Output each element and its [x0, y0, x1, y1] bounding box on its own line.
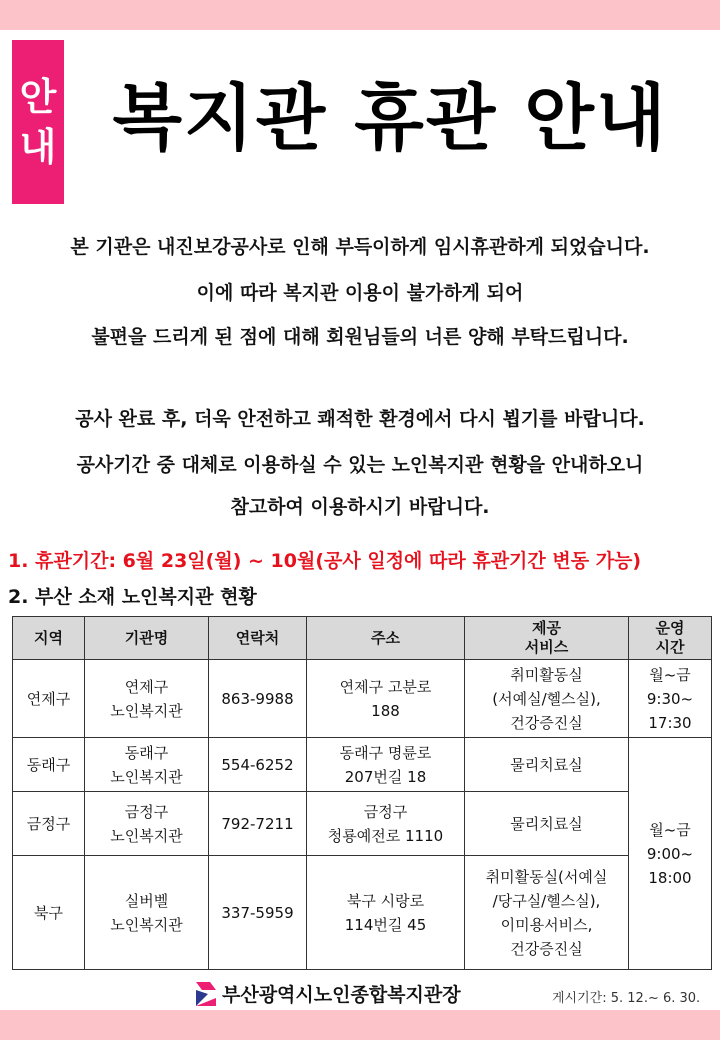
center-name-cell: 연제구 노인복지관: [85, 660, 209, 738]
phone-cell: 792-7211: [209, 792, 307, 856]
shared-hours-cell: 월~금 9:00~ 18:00: [629, 738, 712, 970]
center-name-cell: 실버벨 노인복지관: [85, 856, 209, 970]
phone-cell: 337-5959: [209, 856, 307, 970]
header-region: 지역: [13, 617, 85, 660]
table-row: [13, 792, 712, 856]
top-pink-band: [0, 0, 720, 30]
posting-period: 게시기간: 5. 12.~ 6. 30.: [552, 991, 701, 1006]
service-cell: 물리치료실: [465, 792, 629, 856]
address-cell: 연제구 고분로 188: [307, 660, 465, 738]
table-row: [13, 738, 712, 792]
closure-period: 1. 휴관기간: 6월 23일(월) ~ 10월(공사 일정에 따라 휴관기간 변동 가능): [8, 550, 642, 572]
table-row: [13, 660, 712, 738]
service-cell: 취미활동실 (서예실/헬스실), 건강증진실: [465, 660, 629, 738]
guide-line-1: 공사 완료 후, 더욱 안전하고 쾌적한 환경에서 다시 뵙기를 바랍니다.: [75, 408, 645, 430]
center-name-cell: 동래구 노인복지관: [85, 738, 209, 792]
notice-tag-char-1: 안: [19, 75, 57, 119]
bottom-pink-band: [0, 1010, 720, 1040]
guide-line-2: 공사기간 중 대체로 이용하실 수 있는 노인복지관 현황을 안내하오니: [76, 454, 644, 476]
region-cell: 금정구: [13, 792, 85, 856]
notice-tag: [12, 40, 64, 204]
intro-line-2: 이에 따라 복지관 이용이 불가하게 되어: [196, 282, 524, 304]
table-header-row: [13, 617, 712, 660]
header-service: 제공 서비스: [465, 617, 629, 660]
header-name: 기관명: [85, 617, 209, 660]
region-cell: 동래구: [13, 738, 85, 792]
organization-name: 부산광역시노인종합복지관장: [222, 984, 461, 1006]
phone-cell: 554-6252: [209, 738, 307, 792]
address-cell: 동래구 명륜로 207번길 18: [307, 738, 465, 792]
table-heading: 2. 부산 소재 노인복지관 현황: [8, 586, 257, 608]
welfare-center-table: [12, 616, 712, 970]
page-title: 복지관 휴관 안내: [112, 76, 668, 160]
intro-line-3: 불편을 드리게 된 점에 대해 회원님들의 너른 양해 부탁드립니다.: [91, 326, 629, 348]
phone-cell: 863-9988: [209, 660, 307, 738]
center-name-cell: 금정구 노인복지관: [85, 792, 209, 856]
service-cell: 물리치료실: [465, 738, 629, 792]
footer-logo: [196, 980, 461, 1007]
header-phone: 연락처: [209, 617, 307, 660]
header-address: 주소: [307, 617, 465, 660]
table-row: [13, 856, 712, 970]
service-cell: 취미활동실(서예실 /당구실/헬스실), 이미용서비스, 건강증진실: [465, 856, 629, 970]
region-cell: 연제구: [13, 660, 85, 738]
intro-line-1: 본 기관은 내진보강공사로 인해 부득이하게 임시휴관하게 되었습니다.: [70, 236, 650, 258]
logo-icon: [196, 982, 216, 1006]
region-cell: 북구: [13, 856, 85, 970]
guide-line-3: 참고하여 이용하시기 바랍니다.: [230, 496, 490, 518]
header-hours: 운영 시간: [629, 617, 712, 660]
address-cell: 금정구 청룡예전로 1110: [307, 792, 465, 856]
hours-cell: 월~금 9:30~ 17:30: [629, 660, 712, 738]
address-cell: 북구 시랑로 114번길 45: [307, 856, 465, 970]
notice-tag-char-2: 내: [19, 125, 57, 169]
